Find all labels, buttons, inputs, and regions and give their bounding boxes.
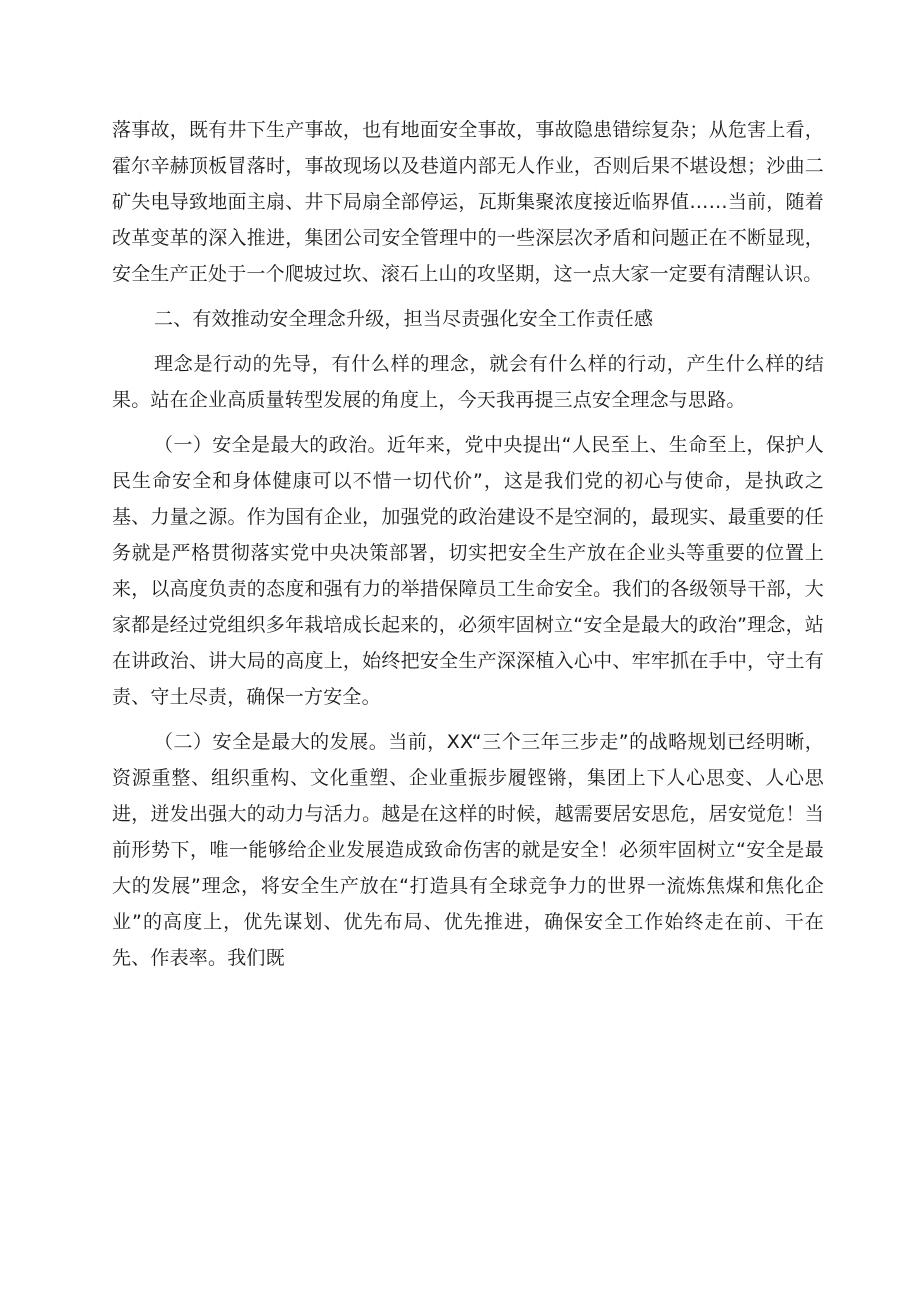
paragraph-intro: 理念是行动的先导，有什么样的理念，就会有什么样的行动，产生什么样的结果。站在企业高质量转型发展的角度上，今天我再提三点安全理念与思路。: [112, 353, 824, 411]
paragraph-continuation: 落事故，既有井下生产事故，也有地面安全事故，事故隐患错综复杂；从危害上看，霍尔辛赫顶板冒落时，事故现场以及巷道内部无人作业，否则后果不堪设想；沙曲二矿失电导致地面主扇、井下局扇全部停运，瓦斯集聚浓度接近临界值……当前，随着改革变革的深入推进，集团公司安全管理中的一些深层次矛盾和问题正在不断显现，安全生产正处于一个爬坡过坎、滚石上山的攻坚期，这一点大家一定要有清醒认识。: [112, 119, 824, 285]
paragraph-politics: （一）安全是最大的政治。近年来，党中央提出“人民至上、生命至上，保护人民生命安全和身体健康可以不惜一切代价”，这是我们党的初心与使命，是执政之基、力量之源。作为国有企业，加强党的政治建设不是空洞的，最现实、最重要的任务就是严格贯彻落实党中央决策部署，切实把安全生产放在企业头等重要的位置上来，以高度负责的态度和强有力的举措保障员工生命安全。我们的各级领导干部，大家都是经过党组织多年栽培成长起来的，必须牢固树立“安全是最大的政治”理念，站在讲政治、讲大局的高度上，始终把安全生产深深植入心中、牢牢抓在手中，守土有责、守土尽责，确保一方安全。: [112, 434, 824, 708]
section-heading: 二、有效推动安全理念升级，担当尽责强化安全工作责任感: [154, 308, 654, 330]
paragraph-development: （二）安全是最大的发展。当前，XX“三个三年三步走”的战略规划已经明晰，资源重整、组织重构、文化重塑、企业重振步履铿锵，集团上下人心思变、人心思进，迸发出强大的动力与活力。越是在这样的时候，越需要居安思危，居安觉危！当前形势下，唯一能够给企业发展造成致命伤害的就是安全！必须牢固树立“安全是最大的发展”理念，将安全生产放在“打造具有全球竞争力的世界一流炼焦煤和焦化企业”的高度上，优先谋划、优先布局、优先推进，确保安全工作始终走在前、干在先、作表率。我们既: [112, 731, 824, 969]
document-page: [112, 112, 824, 976]
